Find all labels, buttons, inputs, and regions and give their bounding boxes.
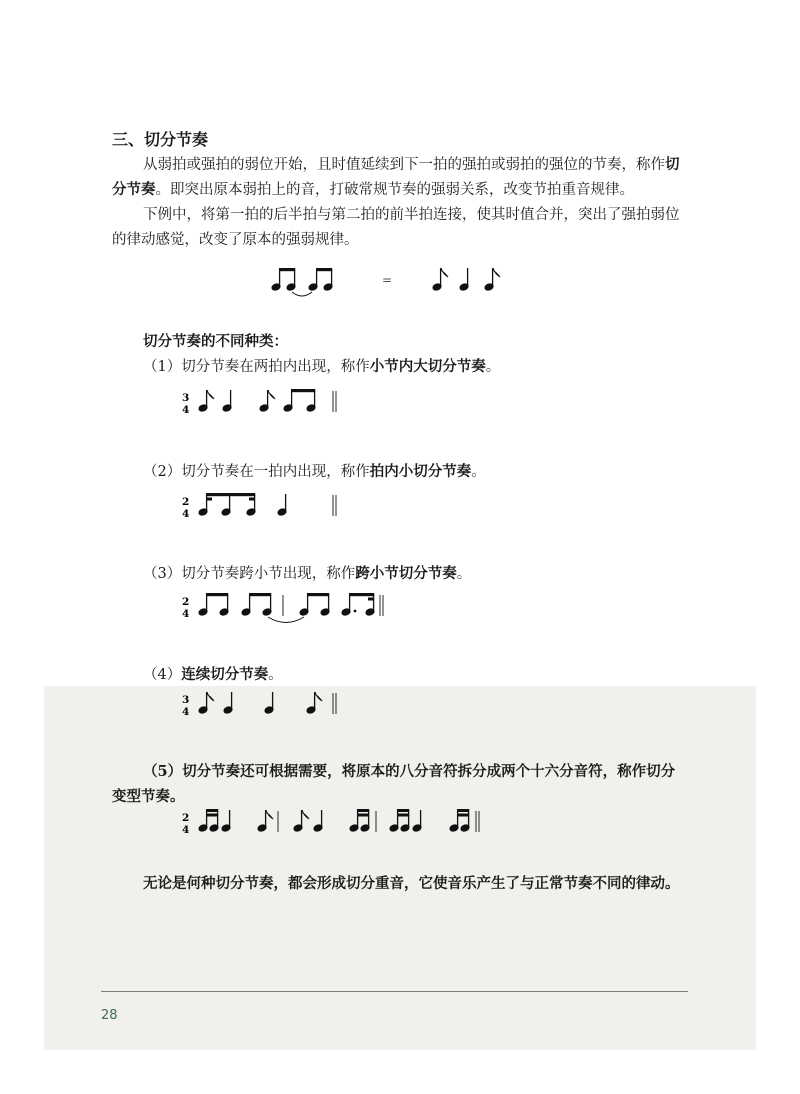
type-4-time-sig-den: 4 bbox=[182, 706, 190, 718]
type-4-time-sig-num: 3 bbox=[182, 694, 190, 706]
type-3-notation bbox=[180, 592, 400, 626]
type-5-time-sig-den: 4 bbox=[182, 824, 190, 836]
type-3-description: （3）切分节奏跨小节出现，称作跨小节切分节奏。 bbox=[143, 565, 472, 582]
intro-paragraph-1-line-1: 从弱拍或强拍的弱位开始，且时值延续到下一拍的强拍或弱拍的强位的节奏，称作切 bbox=[143, 156, 680, 173]
type-1-time-sig-den: 4 bbox=[182, 404, 190, 416]
type-2-time-sig-num: 2 bbox=[182, 496, 190, 508]
intro-paragraph-1-line-2: 分节奏。即突出原本弱拍上的音，打破常规节奏的强弱关系，改变节拍重音规律。 bbox=[112, 181, 634, 198]
equals-sign: = bbox=[382, 273, 393, 287]
types-heading: 切分节奏的不同种类： bbox=[143, 333, 288, 350]
syncopation-example-notation bbox=[265, 262, 515, 302]
page-number: 28 bbox=[101, 1008, 118, 1023]
intro-paragraph-2-line-1: 下例中，将第一拍的后半拍与第二拍的前半拍连接，使其时值合并，突出了强拍弱位 bbox=[143, 207, 680, 223]
type-4-notation bbox=[180, 690, 350, 724]
type-4-description: （4）连续切分节奏。 bbox=[143, 666, 283, 683]
type-1-time-sig-num: 3 bbox=[182, 392, 190, 404]
type-5-notation bbox=[180, 808, 500, 842]
type-3-time-sig-num: 2 bbox=[182, 596, 190, 608]
type-2-description: （2）切分节奏在一拍内出现，称作拍内小切分节奏。 bbox=[143, 463, 486, 480]
intro-paragraph-2-line-2: 的律动感觉，改变了原本的强弱规律。 bbox=[112, 232, 359, 248]
type-1-notation bbox=[180, 388, 350, 422]
type-2-notation bbox=[180, 492, 350, 526]
shaded-panel bbox=[44, 686, 756, 1050]
conclusion-text: 无论是何种切分节奏，都会形成切分重音，它使音乐产生了与正常节奏不同的律动。 bbox=[143, 875, 680, 892]
section-title: 三、切分节奏 bbox=[112, 130, 209, 149]
type-2-time-sig-den: 4 bbox=[182, 508, 190, 520]
type-3-time-sig-den: 4 bbox=[182, 608, 190, 620]
type-1-description: （1）切分节奏在两拍内出现，称作小节内大切分节奏。 bbox=[143, 358, 501, 375]
footer-divider bbox=[101, 991, 688, 992]
type-5-description-line-2: 变型节奏。 bbox=[112, 788, 185, 805]
type-5-description-line-1: （5）切分节奏还可根据需要，将原本的八分音符拆分成两个十六分音符，称作切分 bbox=[143, 763, 676, 780]
type-5-time-sig-num: 2 bbox=[182, 812, 190, 824]
